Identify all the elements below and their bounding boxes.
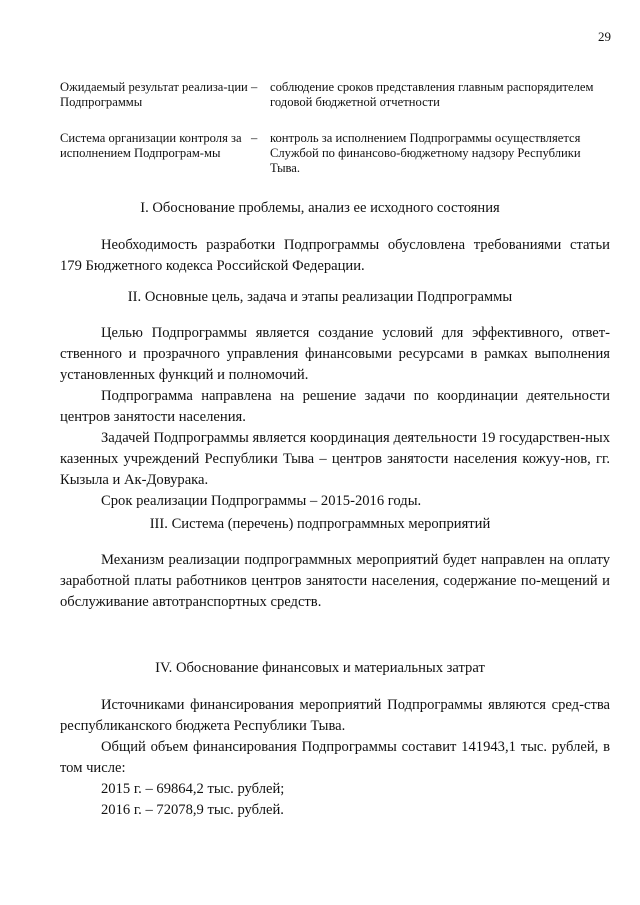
paragraph: Общий объем финансирования Подпрограммы составит 141943,1 тыс. рублей, в том числе: <box>60 739 610 776</box>
section-1-body <box>60 235 610 277</box>
paragraph: Необходимость разработки Подпрограммы обусловлена требованиями статьи 179 Бюджетного кодекса Российской Федерации. <box>60 237 610 274</box>
paragraph: Целью Подпрограммы является создание условий для эффективного, ответ-ственного и прозрачного управления финансовыми ресурсами в рамках выполнения установленных функций и полномочий. <box>60 325 610 383</box>
passport-dash: – <box>251 131 258 145</box>
section-4-body <box>60 695 610 821</box>
passport-value: контроль за исполнением Подпрограммы осуществляется Службой по финансово-бюджетному надзору Республики Тыва. <box>270 131 581 175</box>
paragraph: Механизм реализации подпрограммных мероприятий будет направлен на оплату заработной платы работников центров занятости населения, содержание по-мещений и обслуживание автотранспортных средств. <box>60 552 610 610</box>
section-title-3: III. Система (перечень) подпрограммных мероприятий <box>149 516 491 532</box>
financing-line-2016: 2016 г. – 72078,9 тыс. рублей. <box>101 802 284 818</box>
paragraph: Подпрограмма направлена на решение задачи по координации деятельности центров занятости населения. <box>60 388 610 425</box>
paragraph: Источниками финансирования мероприятий Подпрограммы являются сред-ства республиканского бюджета Республики Тыва. <box>60 697 610 734</box>
section-title-2: II. Основные цель, задача и этапы реализации Подпрограммы <box>127 289 513 305</box>
passport-value: соблюдение сроков представления главным распорядителем годовой бюджетной отчетности <box>270 80 594 109</box>
passport-label: Система организации контроля за исполнением Подпрограм-мы <box>60 131 242 160</box>
page-number: 29 <box>598 29 611 44</box>
section-title-4: IV. Обоснование финансовых и материальных затрат <box>155 660 485 676</box>
paragraph: Задачей Подпрограммы является координация деятельности 19 государствен-ных казенных учреждений Республики Тыва – центров занятости населения кожуу-нов, гг. Кызыла и Ак-Довурака. <box>60 430 610 488</box>
passport-dash: – <box>251 80 258 94</box>
section-3-body <box>60 550 610 613</box>
passport-row-expected-result <box>60 80 610 110</box>
section-2-body <box>60 323 610 512</box>
paragraph: Срок реализации Подпрограммы – 2015-2016 годы. <box>101 493 422 509</box>
passport-row-control-system <box>60 131 610 176</box>
financing-line-2015: 2015 г. – 69864,2 тыс. рублей; <box>101 781 285 797</box>
passport-table <box>60 80 610 176</box>
section-title-1: I. Обоснование проблемы, анализ ее исходного состояния <box>140 200 500 216</box>
passport-label: Ожидаемый результат реализа-ции Подпрограммы <box>60 80 248 109</box>
